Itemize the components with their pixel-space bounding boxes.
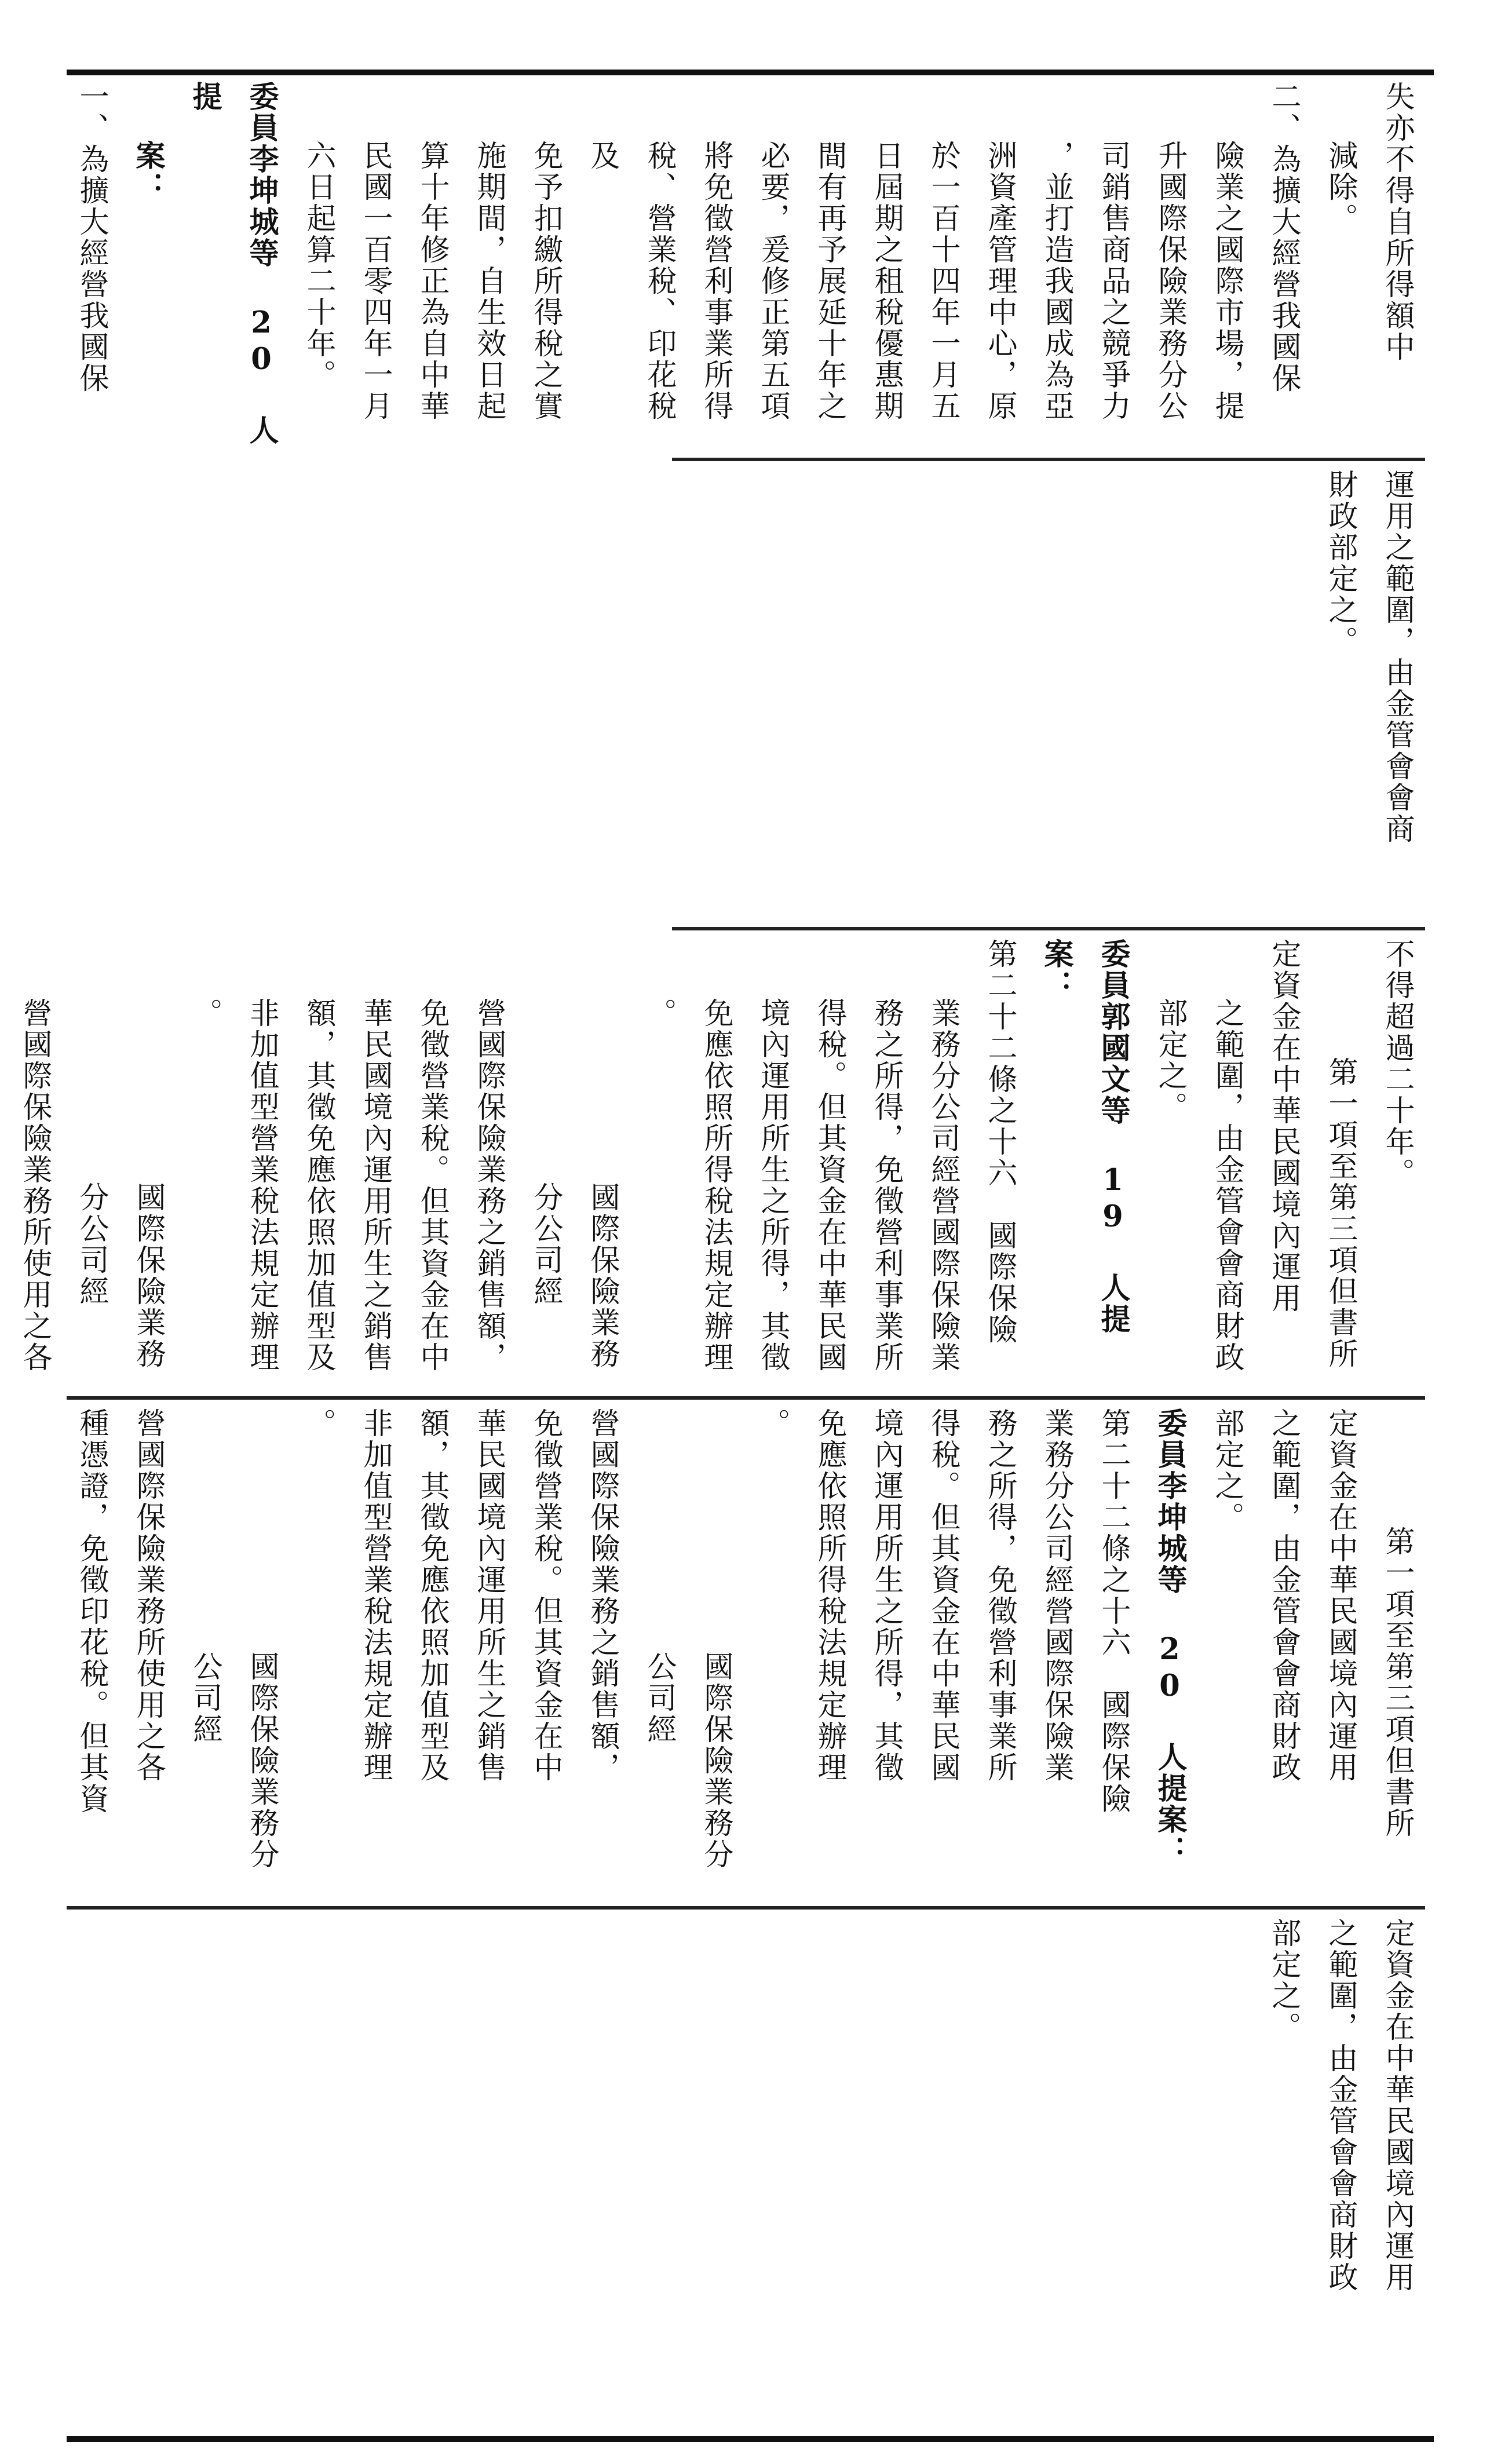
text-line: 財政部定之。 — [1323, 469, 1357, 657]
text-line: 洲資產管理中心，原 — [983, 140, 1017, 422]
column-divider — [672, 927, 1425, 930]
text-line: 國際保險業務分公司經 — [642, 1651, 733, 1870]
text-line: 減除。 — [1323, 140, 1357, 234]
text-column-5 — [67, 1918, 1425, 2427]
text-line: 定資金在中華民國境內運用 — [1266, 939, 1301, 1314]
text-line: 得稅。但其資金在中華民國 — [926, 1408, 960, 1783]
text-line: 華民國境內運用所生之銷售 — [358, 998, 392, 1373]
text-line: 之範圍，由金管會會商財政 — [1266, 1408, 1301, 1783]
text-line: 第一項至第三項但書所 — [1380, 1526, 1414, 1839]
text-line: 營國際保險業務所使用之各 — [131, 1408, 165, 1783]
article-heading: 第二十二條之十六 國際保險 — [1096, 1408, 1130, 1815]
text-line: ，並打造我國成為亞 — [1039, 140, 1073, 422]
text-line: 一、為擴大經營我國保 — [74, 81, 108, 394]
proposal-heading: 委員李坤城等 20 人提 — [187, 81, 279, 446]
text-line: 務之所得，免徵營利事業所 — [869, 998, 903, 1373]
text-line: 之範圍，由金管會會商財政 — [1210, 998, 1244, 1373]
text-line: 不得超過二十年。 — [1380, 939, 1414, 1189]
text-line: 得稅。但其資金在中華民國 — [812, 998, 846, 1373]
proposal-heading: 委員李坤城等 20 人提案： — [1152, 1408, 1187, 1867]
text-line: 國際保險業務分公司經 — [528, 1182, 619, 1370]
proposal-heading: 案： — [130, 140, 165, 203]
text-line: 額，其徵免應依照加值型及 — [301, 998, 335, 1373]
text-line: 險業之國際市場，提 — [1210, 140, 1244, 422]
text-line: 二、為擴大經營我國保 — [1266, 81, 1301, 394]
text-line: 種憑證，免徵印花稅。但其資 — [74, 1408, 108, 1815]
text-line: 運用之範圍，由金管會會商 — [1380, 469, 1414, 845]
column-divider — [67, 1906, 1425, 1910]
text-column-1 — [67, 81, 1425, 452]
text-line: 華民國境內運用所生之銷售 — [472, 1408, 506, 1783]
top-rule — [67, 70, 1434, 75]
text-line: 民國一百零四年一月 — [358, 140, 392, 422]
text-line: 稅、營業稅、印花稅及 — [585, 140, 676, 422]
text-line: 營國際保險業務之銷售額， — [472, 998, 506, 1373]
text-line: 額，其徵免應依照加值型及 — [415, 1408, 449, 1783]
text-column-4 — [67, 1408, 1425, 1900]
text-line: 必要，爰修正第五項 — [755, 140, 790, 422]
column-divider — [672, 458, 1425, 461]
text-line: 境內運用所生之所得，其徵 — [755, 998, 790, 1373]
bottom-rule — [67, 2436, 1434, 2442]
text-column-2 — [67, 469, 1425, 921]
text-line: 營國際保險業務之銷售額， — [585, 1408, 619, 1783]
text-line: 部定之。 — [1153, 998, 1187, 1123]
column-divider — [67, 1396, 1425, 1400]
text-line: 。 — [642, 998, 676, 1029]
text-line: 定資金在中華民國境內運用 — [1323, 1408, 1357, 1783]
text-line: 之範圍，由金管會會商財政 — [1323, 1918, 1357, 2293]
text-line: 部定之。 — [1266, 1918, 1301, 2043]
text-line: 。 — [755, 1408, 790, 1439]
text-line: 日屆期之租稅優惠期 — [869, 140, 903, 422]
text-line: 免徵營業稅。但其資金在中 — [415, 998, 449, 1373]
text-line: 於一百十四年一月五 — [926, 140, 960, 422]
text-line: 業務分公司經營國際保險業 — [1039, 1408, 1073, 1783]
text-line: 失亦不得自所得額中 — [1380, 81, 1414, 363]
text-line: 免應依照所得稅法規定辦理 — [812, 1408, 846, 1783]
text-line: 國際保險業務分公司經 — [74, 1182, 165, 1370]
text-line: 將免徵營利事業所得 — [699, 140, 733, 422]
text-line: 營國際保險業務所使用之各 — [17, 998, 52, 1373]
text-line: 非加值型營業稅法規定辦理 — [358, 1408, 392, 1783]
text-line: 升國際保險業務分公 — [1153, 140, 1187, 422]
text-line: 非加值型營業稅法規定辦理 — [244, 998, 279, 1373]
text-line: 第一項至第三項但書所 — [1323, 1057, 1357, 1370]
text-line: 。 — [301, 1408, 335, 1439]
text-line: 國際保險業務分公司經 — [188, 1651, 279, 1870]
text-line: 境內運用所生之所得，其徵 — [869, 1408, 903, 1783]
text-column-3 — [17, 939, 1425, 1390]
text-line: 部定之。 — [1210, 1408, 1244, 1533]
text-line: 定資金在中華民國境內運用 — [1380, 1918, 1414, 2293]
text-line: 算十年修正為自中華 — [415, 140, 449, 422]
text-line: 免予扣繳所得稅之實 — [528, 140, 563, 422]
text-line: 免徵營業稅。但其資金在中 — [528, 1408, 563, 1783]
text-line: 六日起算二十年。 — [301, 140, 335, 390]
text-line: 免應依照所得稅法規定辦理 — [699, 998, 733, 1373]
text-line: 施期間，自生效日起 — [472, 140, 506, 422]
text-line: 業務分公司經營國際保險業 — [926, 998, 960, 1373]
proposal-heading: 委員郭國文等 19 人提案： — [1039, 939, 1130, 1335]
text-line: 。 — [188, 998, 222, 1029]
text-line: 務之所得，免徵營利事業所 — [983, 1408, 1017, 1783]
text-line: 間有再予展延十年之 — [812, 140, 846, 422]
article-heading: 第二十二條之十六 國際保險 — [983, 939, 1017, 1345]
text-line: 司銷售商品之競爭力 — [1096, 140, 1130, 422]
